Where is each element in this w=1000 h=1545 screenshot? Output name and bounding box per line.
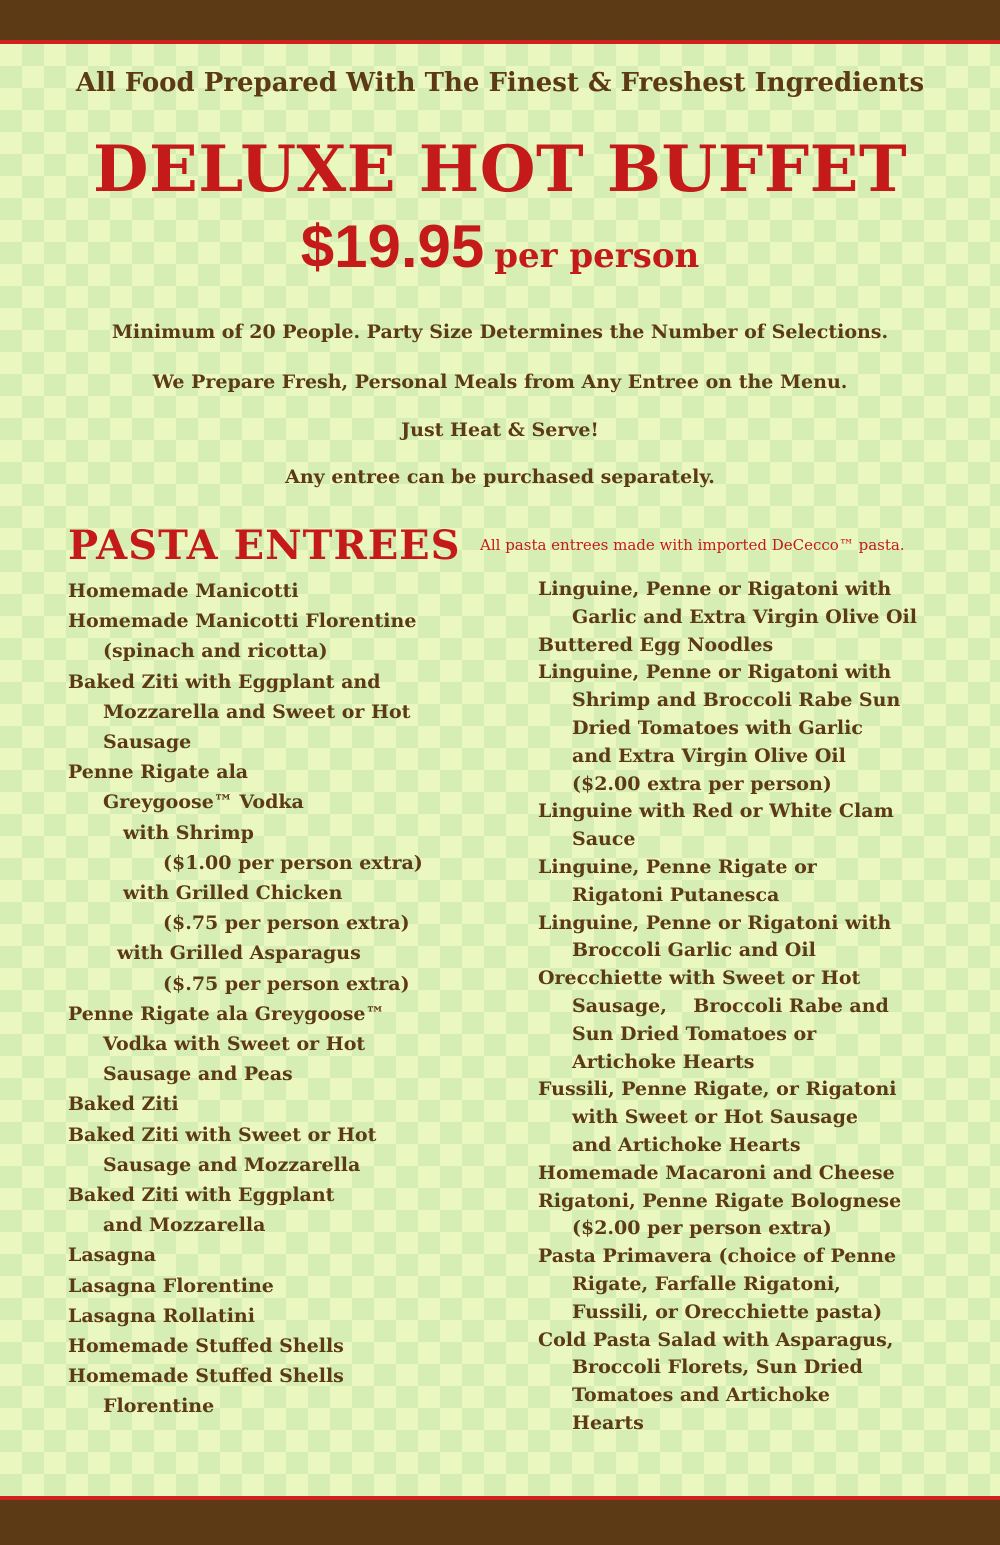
price-unit: per person <box>494 236 700 276</box>
menu-line: and Extra Virgin Olive Oil <box>572 744 846 767</box>
menu-line: Pasta Primavera (choice of Penne <box>538 1245 897 1268</box>
menu-line: Tomatoes and Artichoke <box>572 1384 830 1407</box>
menu-line: with Sweet or Hot Sausage <box>572 1106 858 1129</box>
menu-line: Baked Ziti with Eggplant and <box>68 670 381 693</box>
menu-line: with Grilled Chicken <box>123 882 343 905</box>
menu-line: Homemade Stuffed Shells <box>68 1365 344 1388</box>
menu-line: and Mozzarella <box>103 1214 266 1237</box>
note-fresh-meals: We Prepare Fresh, Personal Meals from Any Entree on the Menu. <box>152 371 848 393</box>
menu-line: Penne Rigate ala Greygoose™ <box>68 1002 385 1025</box>
menu-line: ($.75 per person extra) <box>163 972 410 995</box>
menu-line: Lasagna <box>68 1244 157 1267</box>
price-amount: $19.95 <box>300 213 485 280</box>
menu-line: Fussili, Penne Rigate, or Rigatoni <box>538 1078 897 1101</box>
menu-line: Vodka with Sweet or Hot <box>103 1033 366 1056</box>
menu-line: ($1.00 per person extra) <box>163 851 423 874</box>
note-heat-serve: Just Heat & Serve! <box>401 419 599 441</box>
menu-line: ($2.00 per person extra) <box>572 1217 832 1240</box>
menu-line: Penne Rigate ala <box>68 761 249 784</box>
price-line <box>0 212 1000 281</box>
menu-line: Shrimp and Broccoli Rabe Sun <box>572 689 901 712</box>
menu-line: Broccoli Florets, Sun Dried <box>572 1356 863 1379</box>
menu-line: Linguine, Penne or Rigatoni with <box>538 578 892 600</box>
note-separate: Any entree can be purchased separately. <box>285 466 715 488</box>
left-column <box>68 576 508 1422</box>
menu-line: Homemade Manicotti Florentine <box>68 610 417 633</box>
menu-line: Dried Tomatoes with Garlic <box>572 716 863 739</box>
menu-line: Linguine, Penne Rigate or <box>538 855 817 878</box>
menu-line: Baked Ziti with Sweet or Hot <box>68 1123 377 1146</box>
menu-line: Linguine, Penne or Rigatoni with <box>538 661 892 684</box>
menu-line: Homemade Stuffed Shells <box>68 1335 344 1358</box>
menu-line: Sun Dried Tomatoes or <box>572 1022 817 1045</box>
menu-line: Sausage, Broccoli Rabe and <box>572 994 889 1017</box>
menu-line: Linguine with Red or White Clam <box>538 800 894 823</box>
menu-line: Lasagna Rollatini <box>68 1304 255 1327</box>
menu-line: Rigatoni Putanesca <box>572 883 780 906</box>
menu-line: Hearts <box>572 1411 644 1434</box>
right-column <box>538 576 958 1438</box>
menu-line: Cold Pasta Salad with Asparagus, <box>538 1328 894 1351</box>
menu-line: Greygoose™ Vodka <box>103 791 304 814</box>
top-band <box>0 0 1000 44</box>
menu-line: Mozzarella and Sweet or Hot <box>103 700 411 723</box>
menu-line: Homemade Manicotti <box>68 580 299 602</box>
section-note: All pasta entrees made with imported DeCecco™ pasta. <box>480 536 905 554</box>
menu-line: and Artichoke Hearts <box>572 1133 801 1156</box>
menu-line: with Grilled Asparagus <box>117 942 361 965</box>
menu-line: ($.75 per person extra) <box>163 912 410 935</box>
tagline: All Food Prepared With The Finest & Freshest Ingredients <box>75 68 925 98</box>
menu-line: Fussili, or Orecchiette pasta) <box>572 1300 883 1323</box>
menu-line: Garlic and Extra Virgin Olive Oil <box>572 605 917 628</box>
menu-line: Sausage and Mozzarella <box>103 1153 361 1176</box>
menu-line: Linguine, Penne or Rigatoni with <box>538 911 892 934</box>
menu-line: Lasagna Florentine <box>68 1274 274 1297</box>
menu-line: Buttered Egg Noodles <box>538 633 774 656</box>
menu-line: Sausage and Peas <box>103 1063 293 1086</box>
menu-line: Sauce <box>572 828 636 851</box>
menu-line: Homemade Macaroni and Cheese <box>538 1161 895 1184</box>
menu-line: Rigate, Farfalle Rigatoni, <box>572 1272 841 1295</box>
menu-line: with Shrimp <box>123 821 254 844</box>
buffet-title: DELUXE HOT BUFFET <box>92 132 908 207</box>
note-minimum: Minimum of 20 People. Party Size Determines the Number of Selections. <box>111 321 889 343</box>
menu-line: Baked Ziti with Eggplant <box>68 1184 335 1207</box>
menu-line: Baked Ziti <box>68 1093 179 1116</box>
menu-line: Rigatoni, Penne Rigate Bolognese <box>538 1189 902 1212</box>
menu-line: Sausage <box>103 731 192 754</box>
menu-line: Broccoli Garlic and Oil <box>572 939 816 962</box>
menu-line: ($2.00 extra per person) <box>572 772 832 795</box>
section-title: PASTA ENTREES <box>68 522 461 569</box>
menu-line: Orecchiette with Sweet or Hot <box>538 967 861 990</box>
menu-line: Artichoke Hearts <box>572 1050 755 1073</box>
menu-line: (spinach and ricotta) <box>103 640 328 663</box>
menu-line: Florentine <box>103 1395 215 1418</box>
bottom-band <box>0 1496 1000 1545</box>
